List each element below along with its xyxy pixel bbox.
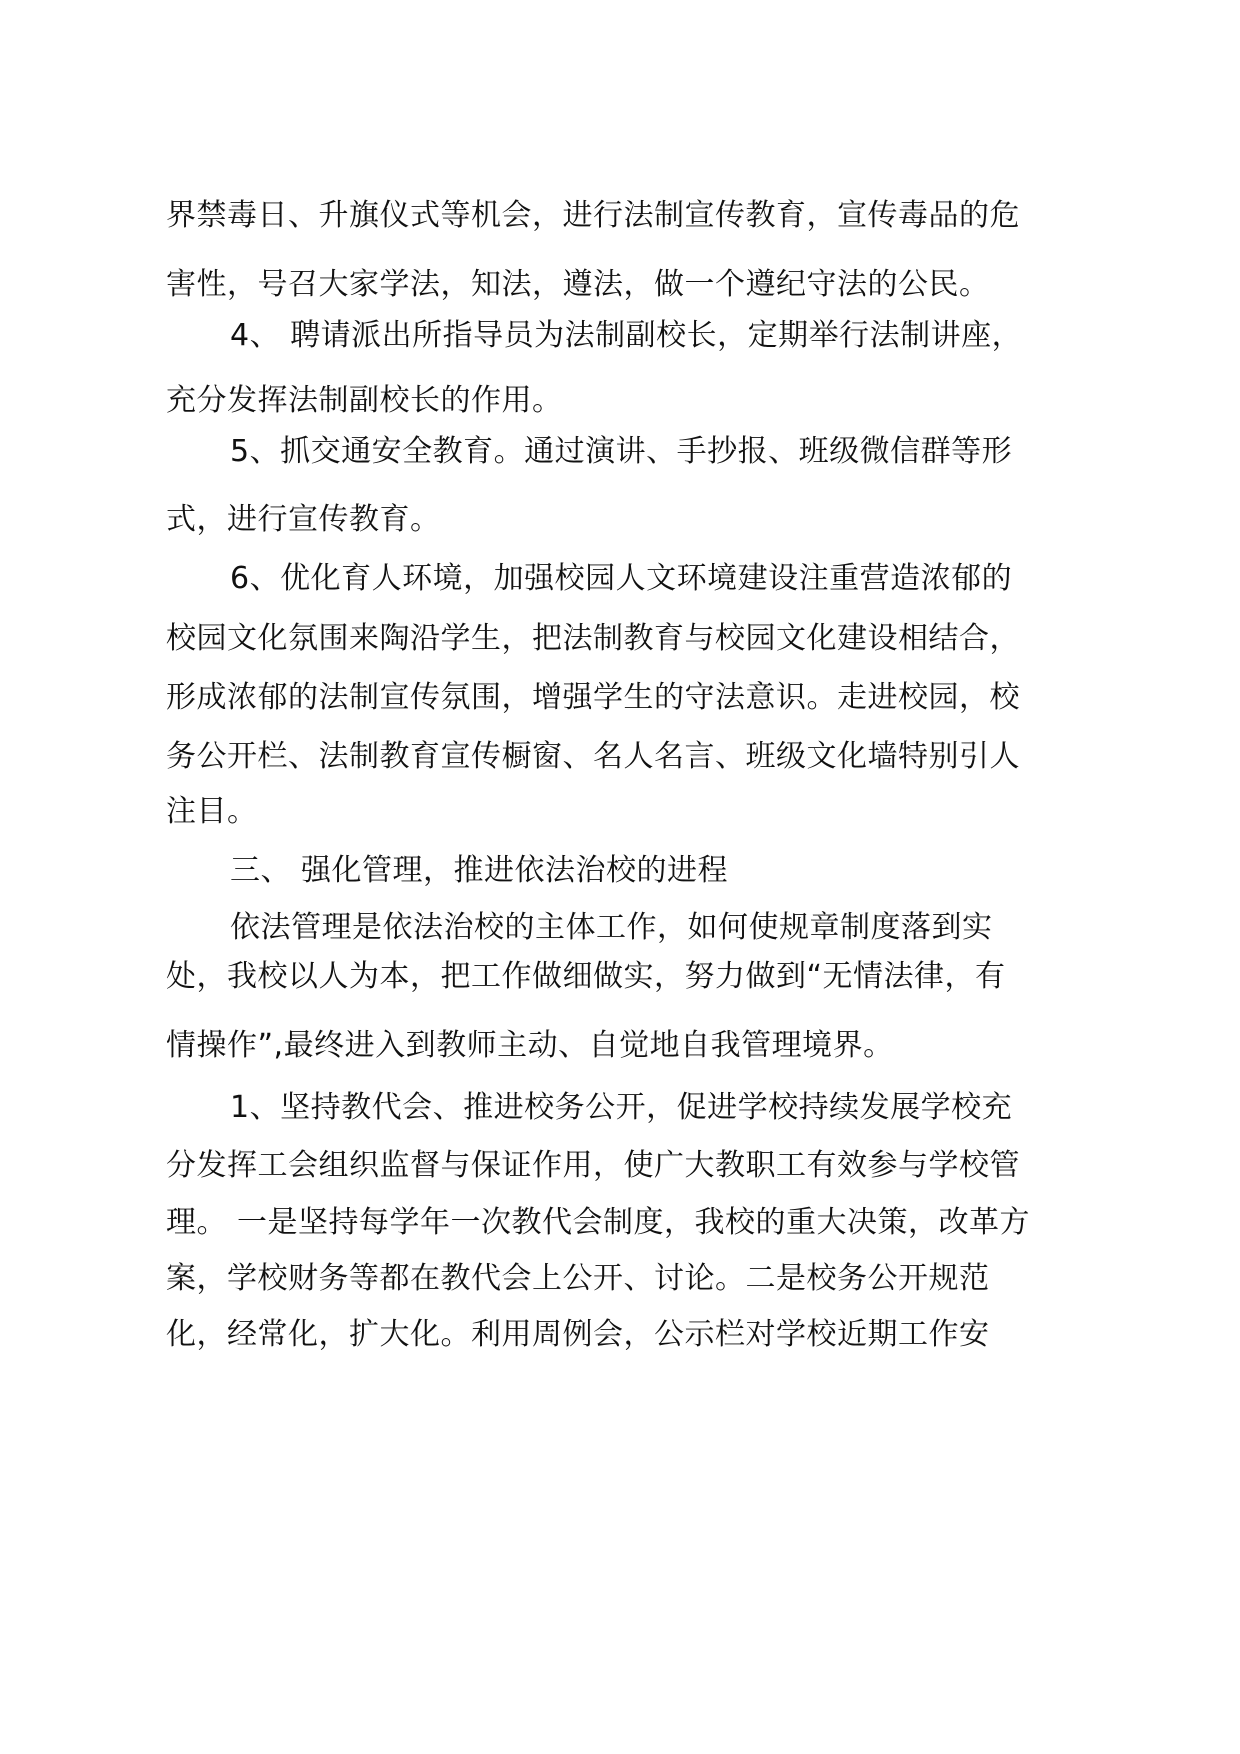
text-line: 界禁毒日、升旗仪式等机会，进行法制宣传教育，宣传毒品的危: [166, 198, 1020, 233]
text-line: 务公开栏、法制教育宣传橱窗、名人名言、班级文化墙特别引人: [166, 739, 1020, 774]
text-line: 4、 聘请派出所指导员为法制副校长，定期举行法制讲座，: [230, 318, 1023, 353]
text-line: 1、坚持教代会、推进校务公开，促进学校持续发展学校充: [230, 1090, 1013, 1125]
text-line: 注目。: [166, 794, 258, 829]
text-line: 情操作”,最终进入到教师主动、自觉地自我管理境界。: [166, 1028, 894, 1063]
text-line: 式，进行宣传教育。: [166, 502, 441, 537]
text-line: 依法管理是依法治校的主体工作，如何使规章制度落到实: [230, 910, 993, 945]
text-line: 理。 一是坚持每学年一次教代会制度，我校的重大决策，改革方: [166, 1205, 1031, 1240]
text-line: 害性，号召大家学法，知法，遵法，做一个遵纪守法的公民。: [166, 267, 990, 302]
text-line: 处，我校以人为本，把工作做细做实，努力做到“无情法律，有: [166, 959, 1006, 994]
text-line: 6、优化育人环境，加强校园人文环境建设注重营造浓郁的: [230, 561, 1013, 596]
text-line: 形成浓郁的法制宣传氛围，增强学生的守法意识。走进校园，校: [166, 680, 1020, 715]
text-line: 5、抓交通安全教育。通过演讲、手抄报、班级微信群等形: [230, 434, 1013, 469]
text-line: 校园文化氛围来陶沿学生，把法制教育与校园文化建设相结合，: [166, 621, 1020, 656]
section-heading: 三、 强化管理，推进依法治校的进程: [230, 853, 729, 888]
text-line: 分发挥工会组织监督与保证作用，使广大教职工有效参与学校管: [166, 1148, 1020, 1183]
text-line: 充分发挥法制副校长的作用。: [166, 383, 563, 418]
text-line: 案，学校财务等都在教代会上公开、讨论。二是校务公开规范: [166, 1261, 990, 1296]
text-line: 化，经常化，扩大化。利用周例会，公示栏对学校近期工作安: [166, 1317, 990, 1352]
